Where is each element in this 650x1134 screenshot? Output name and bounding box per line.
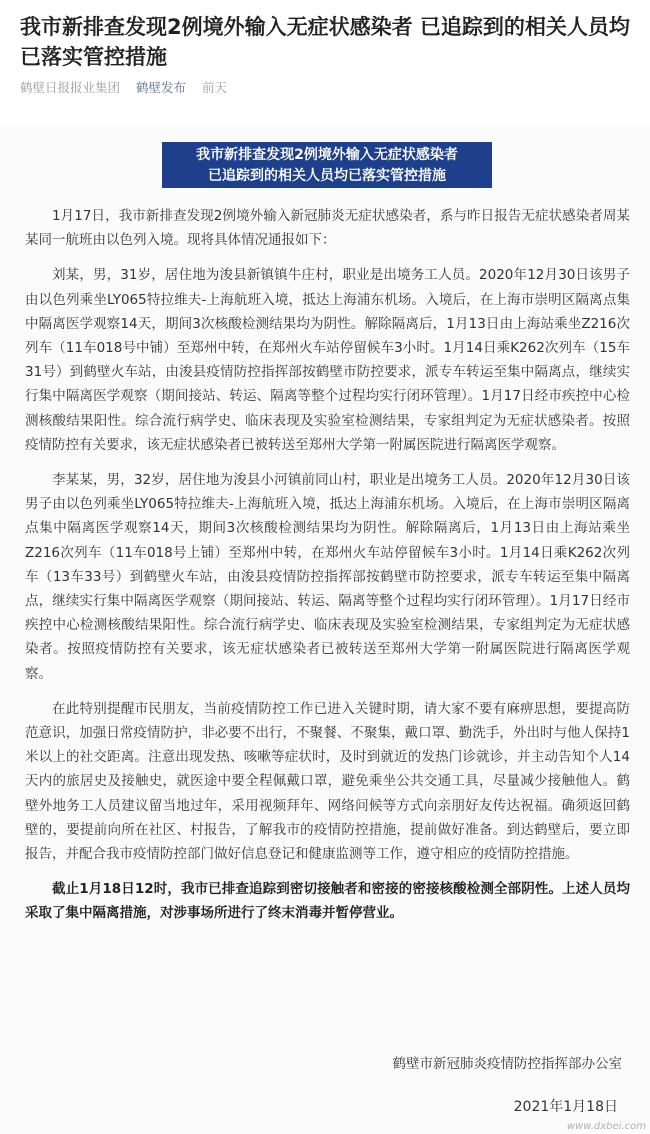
issuer-signature: 鹤壁市新冠肺炎疫情防控指挥部办公室 (392, 1056, 622, 1072)
banner-line-2: 已追踪到的相关人员均已落实管控措施 (208, 168, 446, 184)
site-watermark: www.dxbei.com (566, 1121, 646, 1132)
source-name: 鹤壁日报报业集团 (20, 80, 121, 95)
paragraph-summary: 截止1月18日12时，我市已排查追踪到密切接触者和密接的密接核酸检测全部阴性。上述人员均采取了集中隔离措施，对涉事场所进行了终末消毒并暂停营业。 (25, 881, 630, 922)
banner-line-1: 我市新排查发现2例境外输入无症状感染者 (196, 147, 458, 163)
publish-time: 前天 (202, 80, 228, 95)
paragraph-intro: 1月17日，我市新排查发现2例境外输入新冠肺炎无症状感染者，系与昨日报告无症状感染者周某某同一航班由以色列入境。现将具体情况通报如下： (25, 208, 630, 249)
article-body (25, 204, 630, 937)
article-title: 我市新排查发现2例境外输入无症状感染者 已追踪到的相关人员均已落实管控措施 (20, 15, 630, 69)
headline-banner (162, 142, 492, 188)
paragraph-case-2: 李某某，男，32岁，居住地为浚县小河镇前同山村，职业是出境务工人员。2020年12月30日该男子由以色列乘坐LY065特拉维夫-上海航班入境，抵达上海浦东机场。入境后，在上海市崇明区隔离点集中隔离医学观察14天，期间3次核酸检测结果均为阴性。解除隔离后，1月13日由上海站乘坐Z216次列车（11车018号上铺）至郑州中转，在郑州火车站停留候车3小时。1月14日乘K262次列车（13车33号）到鹤壁火车站，由浚县疫情防控指挥部按鹤壁市防控要求，派专车转运至集中隔离点，继续实行集中隔离医学观察（期间接站、转运、隔离等整个过程均实行闭环管理）。1月17日经市疾控中心检测核酸结果阳性。综合流行病学史、临床表现及实验室检测结果，专家组判定为无症状感染者。按照疫情防控有关要求，该无症状感染者已被转送至郑州大学第一附属医院进行隔离医学观察。 (25, 472, 630, 682)
article-meta (20, 78, 239, 96)
paragraph-reminder: 在此特别提醒市民朋友，当前疫情防控工作已进入关键时期，请大家不要有麻痹思想，要提高防范意识，加强日常疫情防护，非必要不出行，不聚餐、不聚集，戴口罩、勤洗手，外出时与他人保持1米以上的社交距离。注意出现发热、咳嗽等症状时，及时到就近的发热门诊就诊，并主动告知个人14天内的旅居史及接触史，就医途中要全程佩戴口罩，避免乘坐公共交通工具，尽量减少接触他人。鹤壁外地务工人员建议留当地过年，采用视频拜年、网络问候等方式向亲朋好友传达祝福。确须返回鹤壁的，要提前向所在社区、村报告，了解我市的疫情防控措施，提前做好准备。到达鹤壁后，要立即报告，并配合我市疫情防控部门做好信息登记和健康监测等工作，遵守相应的疫情防控措施。 (25, 700, 630, 863)
paragraph-case-1: 刘某，男，31岁，居住地为浚县新镇镇牛庄村，职业是出境务工人员。2020年12月30日该男子由以色列乘坐LY065特拉维夫-上海航班入境，抵达上海浦东机场。入境后，在上海市崇明区隔离点集中隔离医学观察14天，期间3次核酸检测结果均为阴性。解除隔离后，1月13日由上海站乘坐Z216次列车（11车018号中铺）至郑州中转，在郑州火车站停留候车3小时。1月14日乘K262次列车（15车31号）到鹤壁火车站，由浚县疫情防控指挥部按鹤壁市防控要求，派专车转运至集中隔离点，继续实行集中隔离医学观察（期间接站、转运、隔离等整个过程均实行闭环管理）。1月17日经市疾控中心检测核酸结果阳性。综合流行病学史、临床表现及实验室检测结果，专家组判定为无症状感染者。按照疫情防控有关要求，该无症状感染者已被转送至郑州大学第一附属医院进行隔离医学观察。 (25, 267, 630, 453)
account-link[interactable]: 鹤壁发布 (136, 80, 187, 95)
issue-date: 2021年1月18日 (513, 1099, 618, 1115)
